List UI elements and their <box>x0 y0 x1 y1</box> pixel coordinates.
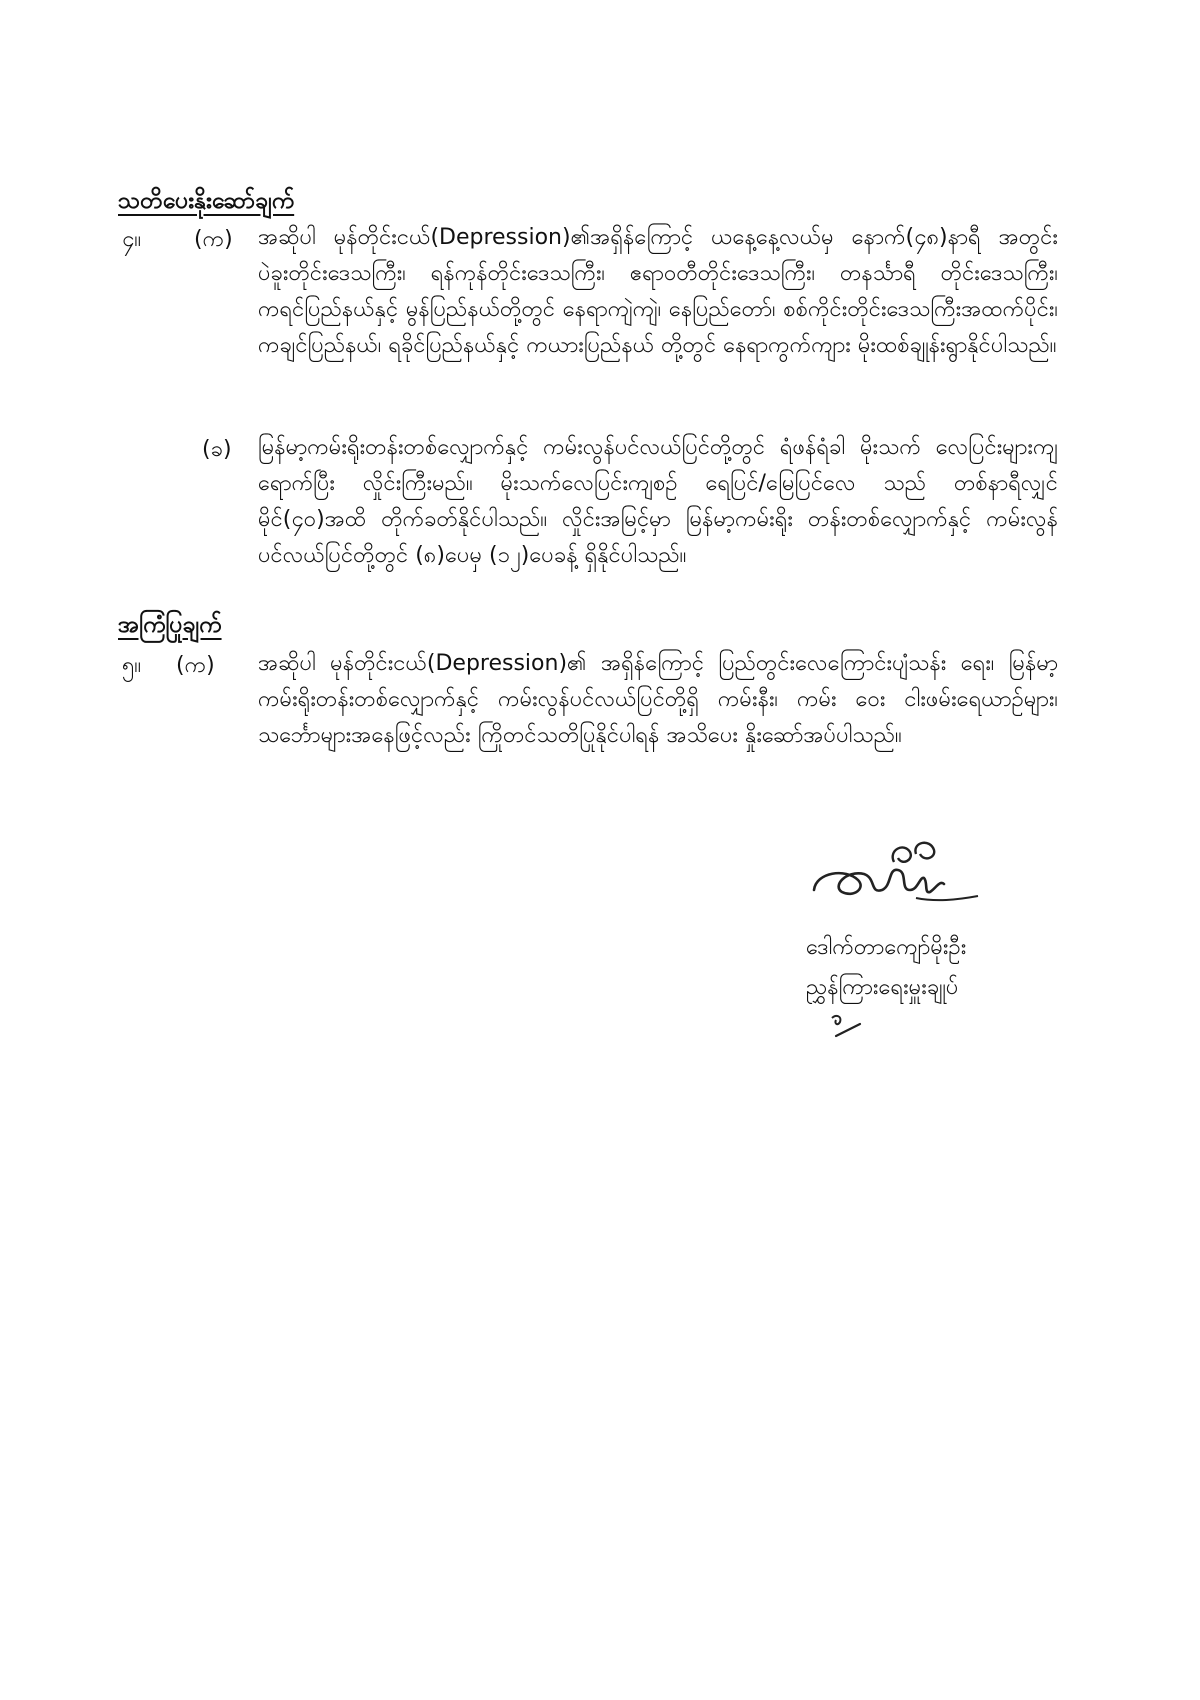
paragraph-4a-label: (က) <box>194 227 233 252</box>
handwritten-initial <box>826 1012 866 1042</box>
signer-title: ညွှန်ကြားရေးမှူးချုပ် <box>806 975 959 1000</box>
paragraph-4-number: ၄။ <box>122 227 142 252</box>
warning-heading: သတိပေးနိုးဆော်ချက် <box>118 188 295 214</box>
paragraph-5-number: ၅။ <box>122 653 142 678</box>
advice-heading: အကြံပြုချက် <box>118 612 222 638</box>
handwritten-signature <box>806 832 986 922</box>
paragraph-5a-text: အဆိုပါ မုန်တိုင်းငယ်(Depression)၏ အရှိန်ကြောင့် ပြည်တွင်းလေကြောင်းပျံသန်း ရေး၊ မြန်မာ့ကမ်းရိုးတန်းတစ်လျှောက်နှင့် ကမ်းလွန်ပင်လယ်ပြင်တို့ရှိ ကမ်းနီး၊ ကမ်း ဝေး ငါးဖမ်းရေယာဉ်များ၊ သင်္ဘောများအနေဖြင့်လည်း ကြိုတင်သတိပြုနိုင်ပါရန် အသိပေး နှိုးဆော်အပ်ပါသည်။ <box>258 651 1058 748</box>
paragraph-4b-text: မြန်မာ့ကမ်းရိုးတန်းတစ်လျှောက်နှင့် ကမ်းလွန်ပင်လယ်ပြင်တို့တွင် ရံဖန်ရံခါ မိုးသက် လေပြင်းများကျရောက်ပြီး လှိုင်းကြီးမည်။ မိုးသက်လေပြင်းကျစဉ် ရေပြင်/မြေပြင်လေ သည် တစ်နာရီလျှင် မိုင်(၄၀)အထိ တိုက်ခတ်နိုင်ပါသည်။ လှိုင်းအမြင့်မှာ မြန်မာ့ကမ်းရိုး တန်းတစ်လျှောက်နှင့် ကမ်းလွန်ပင်လယ်ပြင်တို့တွင် (၈)ပေမှ (၁၂)ပေခန့် ရှိနိုင်ပါသည်။ <box>258 435 1058 568</box>
signer-name: ဒေါက်တာကျော်မိုးဦး <box>806 935 967 960</box>
paragraph-4a-text: အဆိုပါ မုန်တိုင်းငယ်(Depression)၏အရှိန်ကြောင့် ယနေ့နေ့လယ်မှ နောက်(၄၈)နာရီ အတွင်း ပဲခူးတိုင်းဒေသကြီး၊ ရန်ကုန်တိုင်းဒေသကြီး၊ ဧရာဝတီတိုင်းဒေသကြီး၊ တနင်္သာရီ တိုင်းဒေသကြီး၊ ကရင်ပြည်နယ်နှင့် မွန်ပြည်နယ်တို့တွင် နေရာကျဲကျဲ၊ နေပြည်တော်၊ စစ်ကိုင်းတိုင်းဒေသကြီးအထက်ပိုင်း၊ ကချင်ပြည်နယ်၊ ရခိုင်ပြည်နယ်နှင့် ကယားပြည်နယ် တို့တွင် နေရာကွက်ကျား မိုးထစ်ချုန်းရွာနိုင်ပါသည်။ <box>258 225 1058 358</box>
paragraph-4b-label: (ခ) <box>202 437 232 462</box>
paragraph-5a-label: (က) <box>176 653 215 678</box>
